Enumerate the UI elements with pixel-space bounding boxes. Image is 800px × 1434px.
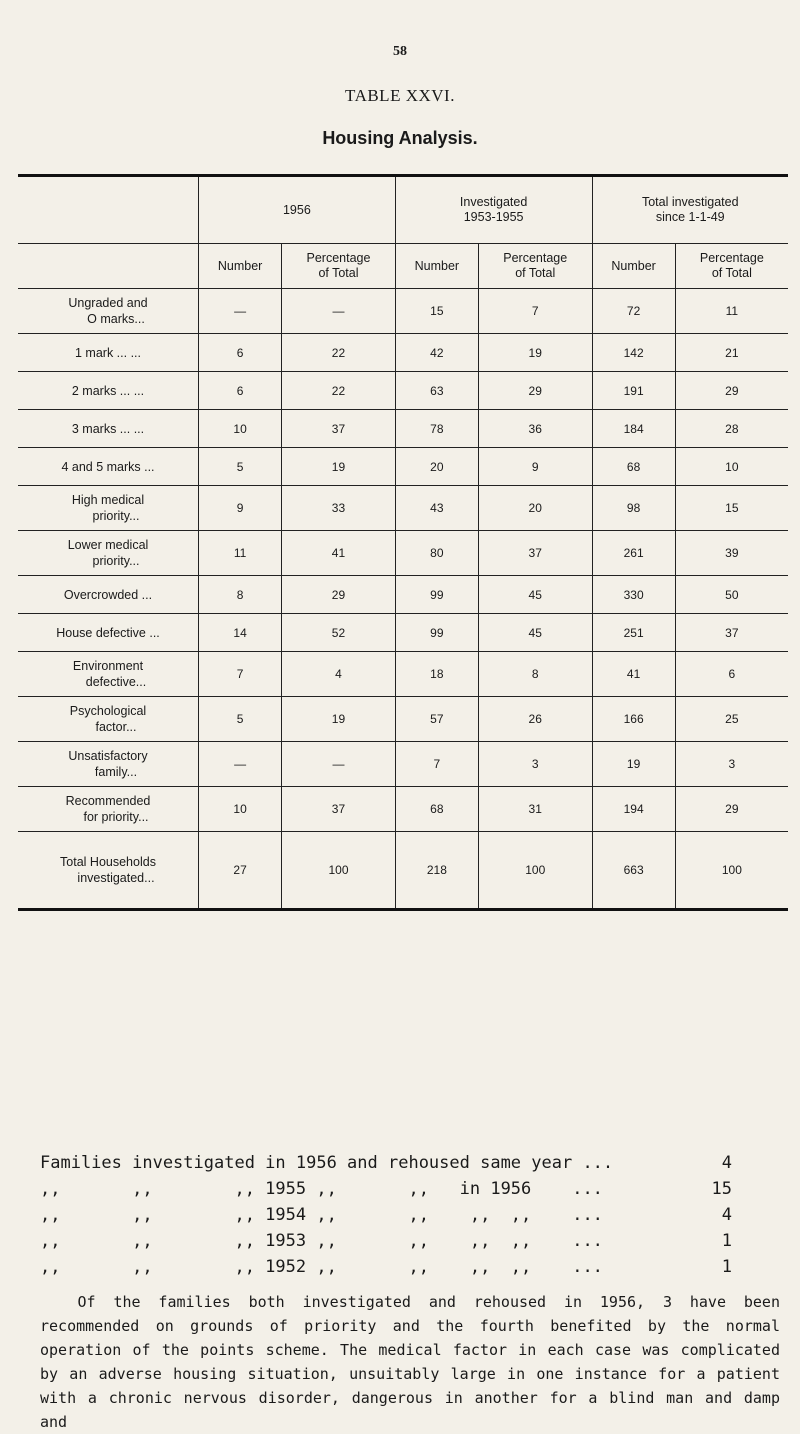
header-group-total-line1: Total investigated xyxy=(641,195,739,209)
table-cell: 4 xyxy=(282,652,396,697)
table-cell: 41 xyxy=(592,652,675,697)
header-group-1956 xyxy=(199,176,396,244)
families-line-value: 1 xyxy=(721,1257,732,1277)
table-cell: 15 xyxy=(675,486,788,531)
row-label-line1: Environment xyxy=(72,659,144,673)
table-title: TABLE XXVI. xyxy=(345,86,455,105)
header-group-investigated-line2: 1953-1955 xyxy=(463,210,524,224)
table-cell: 3 xyxy=(675,742,788,787)
table-cell: 261 xyxy=(592,531,675,576)
table-cell: 194 xyxy=(592,787,675,832)
table-cell: 19 xyxy=(282,697,396,742)
row-label: 4 and 5 marks ... xyxy=(18,448,199,486)
table-cell: 330 xyxy=(592,576,675,614)
table-cell: 99 xyxy=(395,614,478,652)
table-cell: 10 xyxy=(199,787,282,832)
row-label-line2: priority... xyxy=(92,554,140,568)
header-number: Number xyxy=(395,244,478,289)
table-cell: 11 xyxy=(199,531,282,576)
header-number: Number xyxy=(592,244,675,289)
row-label xyxy=(18,697,199,742)
table-cell: 37 xyxy=(282,410,396,448)
families-line-value: 15 xyxy=(711,1179,732,1199)
header-percentage-line2: of Total xyxy=(515,266,556,280)
header-group-total xyxy=(592,176,788,244)
table-cell: 68 xyxy=(592,448,675,486)
table-cell: 33 xyxy=(282,486,396,531)
row-label xyxy=(18,486,199,531)
table-cell: 22 xyxy=(282,334,396,372)
table-cell: 29 xyxy=(675,372,788,410)
table-cell: 43 xyxy=(395,486,478,531)
header-group-investigated xyxy=(395,176,592,244)
body-paragraph xyxy=(40,1290,780,1434)
housing-analysis-table xyxy=(18,174,788,911)
table-row xyxy=(18,742,788,787)
table-cell: 6 xyxy=(199,334,282,372)
table-cell: 19 xyxy=(282,448,396,486)
table-cell: 45 xyxy=(478,576,592,614)
families-line-value: 4 xyxy=(721,1205,732,1225)
table-cell: 50 xyxy=(675,576,788,614)
header-percentage-line2: of Total xyxy=(711,266,752,280)
row-label: Overcrowded ... xyxy=(18,576,199,614)
page-number: 58 xyxy=(393,44,407,59)
table-cell: 45 xyxy=(478,614,592,652)
row-label-line1: Ungraded and xyxy=(68,296,148,310)
table-cell: 27 xyxy=(199,832,282,910)
table-row xyxy=(18,531,788,576)
table-cell: — xyxy=(199,742,282,787)
table-row xyxy=(18,289,788,334)
row-label xyxy=(18,289,199,334)
table-cell: 29 xyxy=(478,372,592,410)
table-cell: 42 xyxy=(395,334,478,372)
table-row xyxy=(18,614,788,652)
row-label xyxy=(18,832,199,910)
table-cell: 6 xyxy=(199,372,282,410)
header-percentage-line1: Percentage xyxy=(503,251,568,265)
families-rehoused-list xyxy=(40,1150,780,1280)
row-label xyxy=(18,531,199,576)
row-label-line2: for priority... xyxy=(83,810,149,824)
row-label-line2: priority... xyxy=(92,509,140,523)
table-cell: 100 xyxy=(282,832,396,910)
table-cell: 14 xyxy=(199,614,282,652)
table-cell: 25 xyxy=(675,697,788,742)
row-label-line1: High medical xyxy=(71,493,145,507)
table-cell: 15 xyxy=(395,289,478,334)
header-label-blank xyxy=(18,244,199,289)
list-item xyxy=(40,1202,780,1228)
families-line-text: ,, ,, ,, 1955 ,, ,, in 1956 ... xyxy=(40,1179,603,1199)
row-label-line1: Recommended xyxy=(65,794,151,808)
row-label: 2 marks ... ... xyxy=(18,372,199,410)
table-row xyxy=(18,697,788,742)
table-cell: 184 xyxy=(592,410,675,448)
table-cell: — xyxy=(282,742,396,787)
table-cell: 7 xyxy=(199,652,282,697)
table-cell: 41 xyxy=(282,531,396,576)
families-line-value: 1 xyxy=(721,1231,732,1251)
table-cell: — xyxy=(199,289,282,334)
header-group-1956-text: 1956 xyxy=(282,202,311,217)
table-cell: 98 xyxy=(592,486,675,531)
row-label-line1: Psychological xyxy=(69,704,147,718)
header-corner xyxy=(18,176,199,244)
table-cell: 6 xyxy=(675,652,788,697)
row-label-line2: defective... xyxy=(85,675,147,689)
header-percentage-line1: Percentage xyxy=(699,251,764,265)
list-item xyxy=(40,1228,780,1254)
table-cell: 7 xyxy=(395,742,478,787)
table-row xyxy=(18,787,788,832)
table-cell: 100 xyxy=(675,832,788,910)
table-cell: 80 xyxy=(395,531,478,576)
table-subtitle: Housing Analysis. xyxy=(322,128,478,148)
table-cell: 20 xyxy=(478,486,592,531)
table-row xyxy=(18,576,788,614)
table-cell: 36 xyxy=(478,410,592,448)
table-header-row-groups xyxy=(18,176,788,244)
table-cell: 10 xyxy=(199,410,282,448)
table-cell: 63 xyxy=(395,372,478,410)
row-label-line2: investigated... xyxy=(77,871,155,885)
row-label-line1: Unsatisfactory xyxy=(68,749,148,763)
table-cell: 29 xyxy=(675,787,788,832)
row-label xyxy=(18,742,199,787)
table-cell: 21 xyxy=(675,334,788,372)
table-cell: 3 xyxy=(478,742,592,787)
table-cell: 191 xyxy=(592,372,675,410)
list-item xyxy=(40,1176,780,1202)
table-cell: 68 xyxy=(395,787,478,832)
table-cell: 52 xyxy=(282,614,396,652)
row-label: 1 mark ... ... xyxy=(18,334,199,372)
header-number: Number xyxy=(199,244,282,289)
table-cell: 663 xyxy=(592,832,675,910)
row-label-line1: Total Households xyxy=(60,855,156,869)
table-cell: 26 xyxy=(478,697,592,742)
paragraph-text: Of the families both investigated and rehoused in 1956, 3 have been recommended on grounds of priority and the fourth benefited by the normal operation of the points scheme. The medical factor in each case was complicated by an adverse housing situation, unsuitably large in one instance for a patient with a chronic nervous disorder, dangerous in another for a blind man and damp and xyxy=(40,1293,780,1431)
header-percentage xyxy=(675,244,788,289)
table-cell: 218 xyxy=(395,832,478,910)
table-cell: 37 xyxy=(675,614,788,652)
table-header-row-columns xyxy=(18,244,788,289)
row-label-line2: factor... xyxy=(95,720,137,734)
table-cell: 20 xyxy=(395,448,478,486)
table-row xyxy=(18,372,788,410)
table-cell: 11 xyxy=(675,289,788,334)
table-cell: 31 xyxy=(478,787,592,832)
table-row xyxy=(18,448,788,486)
table-cell: 5 xyxy=(199,697,282,742)
header-percentage xyxy=(282,244,396,289)
table-cell: 39 xyxy=(675,531,788,576)
row-label: House defective ... xyxy=(18,614,199,652)
families-line-text: ,, ,, ,, 1953 ,, ,, ,, ,, ... xyxy=(40,1231,603,1251)
header-group-total-line2: since 1-1-49 xyxy=(655,210,725,224)
families-line-value: 4 xyxy=(721,1153,732,1173)
table-cell: 10 xyxy=(675,448,788,486)
table-cell: 9 xyxy=(478,448,592,486)
table-cell: 19 xyxy=(478,334,592,372)
header-group-investigated-line1: Investigated xyxy=(459,195,528,209)
table-cell: 8 xyxy=(478,652,592,697)
table-cell: 29 xyxy=(282,576,396,614)
header-percentage xyxy=(478,244,592,289)
table-row xyxy=(18,652,788,697)
table-cell: 251 xyxy=(592,614,675,652)
table-cell: 28 xyxy=(675,410,788,448)
row-label-line2: O marks... xyxy=(87,312,145,326)
table-row xyxy=(18,486,788,531)
row-label: 3 marks ... ... xyxy=(18,410,199,448)
table-cell: 18 xyxy=(395,652,478,697)
list-item xyxy=(40,1150,780,1176)
row-label-line2: family... xyxy=(94,765,138,779)
table-cell: 22 xyxy=(282,372,396,410)
table-cell: 5 xyxy=(199,448,282,486)
list-item xyxy=(40,1254,780,1280)
table-cell: 72 xyxy=(592,289,675,334)
table-cell: — xyxy=(282,289,396,334)
table-cell: 100 xyxy=(478,832,592,910)
row-label xyxy=(18,652,199,697)
table-cell: 37 xyxy=(478,531,592,576)
families-line-text: Families investigated in 1956 and rehoused same year ... xyxy=(40,1153,614,1173)
row-label-line1: Lower medical xyxy=(67,538,149,552)
table-cell: 19 xyxy=(592,742,675,787)
table-cell: 57 xyxy=(395,697,478,742)
table-cell: 166 xyxy=(592,697,675,742)
table-row xyxy=(18,410,788,448)
header-percentage-line2: of Total xyxy=(318,266,359,280)
families-line-text: ,, ,, ,, 1954 ,, ,, ,, ,, ... xyxy=(40,1205,603,1225)
header-percentage-line1: Percentage xyxy=(306,251,371,265)
table-cell: 142 xyxy=(592,334,675,372)
table-row-total xyxy=(18,832,788,910)
table-cell: 37 xyxy=(282,787,396,832)
table-cell: 9 xyxy=(199,486,282,531)
table-cell: 99 xyxy=(395,576,478,614)
table-cell: 78 xyxy=(395,410,478,448)
row-label xyxy=(18,787,199,832)
table-cell: 8 xyxy=(199,576,282,614)
families-line-text: ,, ,, ,, 1952 ,, ,, ,, ,, ... xyxy=(40,1257,603,1277)
table-cell: 7 xyxy=(478,289,592,334)
table-row xyxy=(18,334,788,372)
